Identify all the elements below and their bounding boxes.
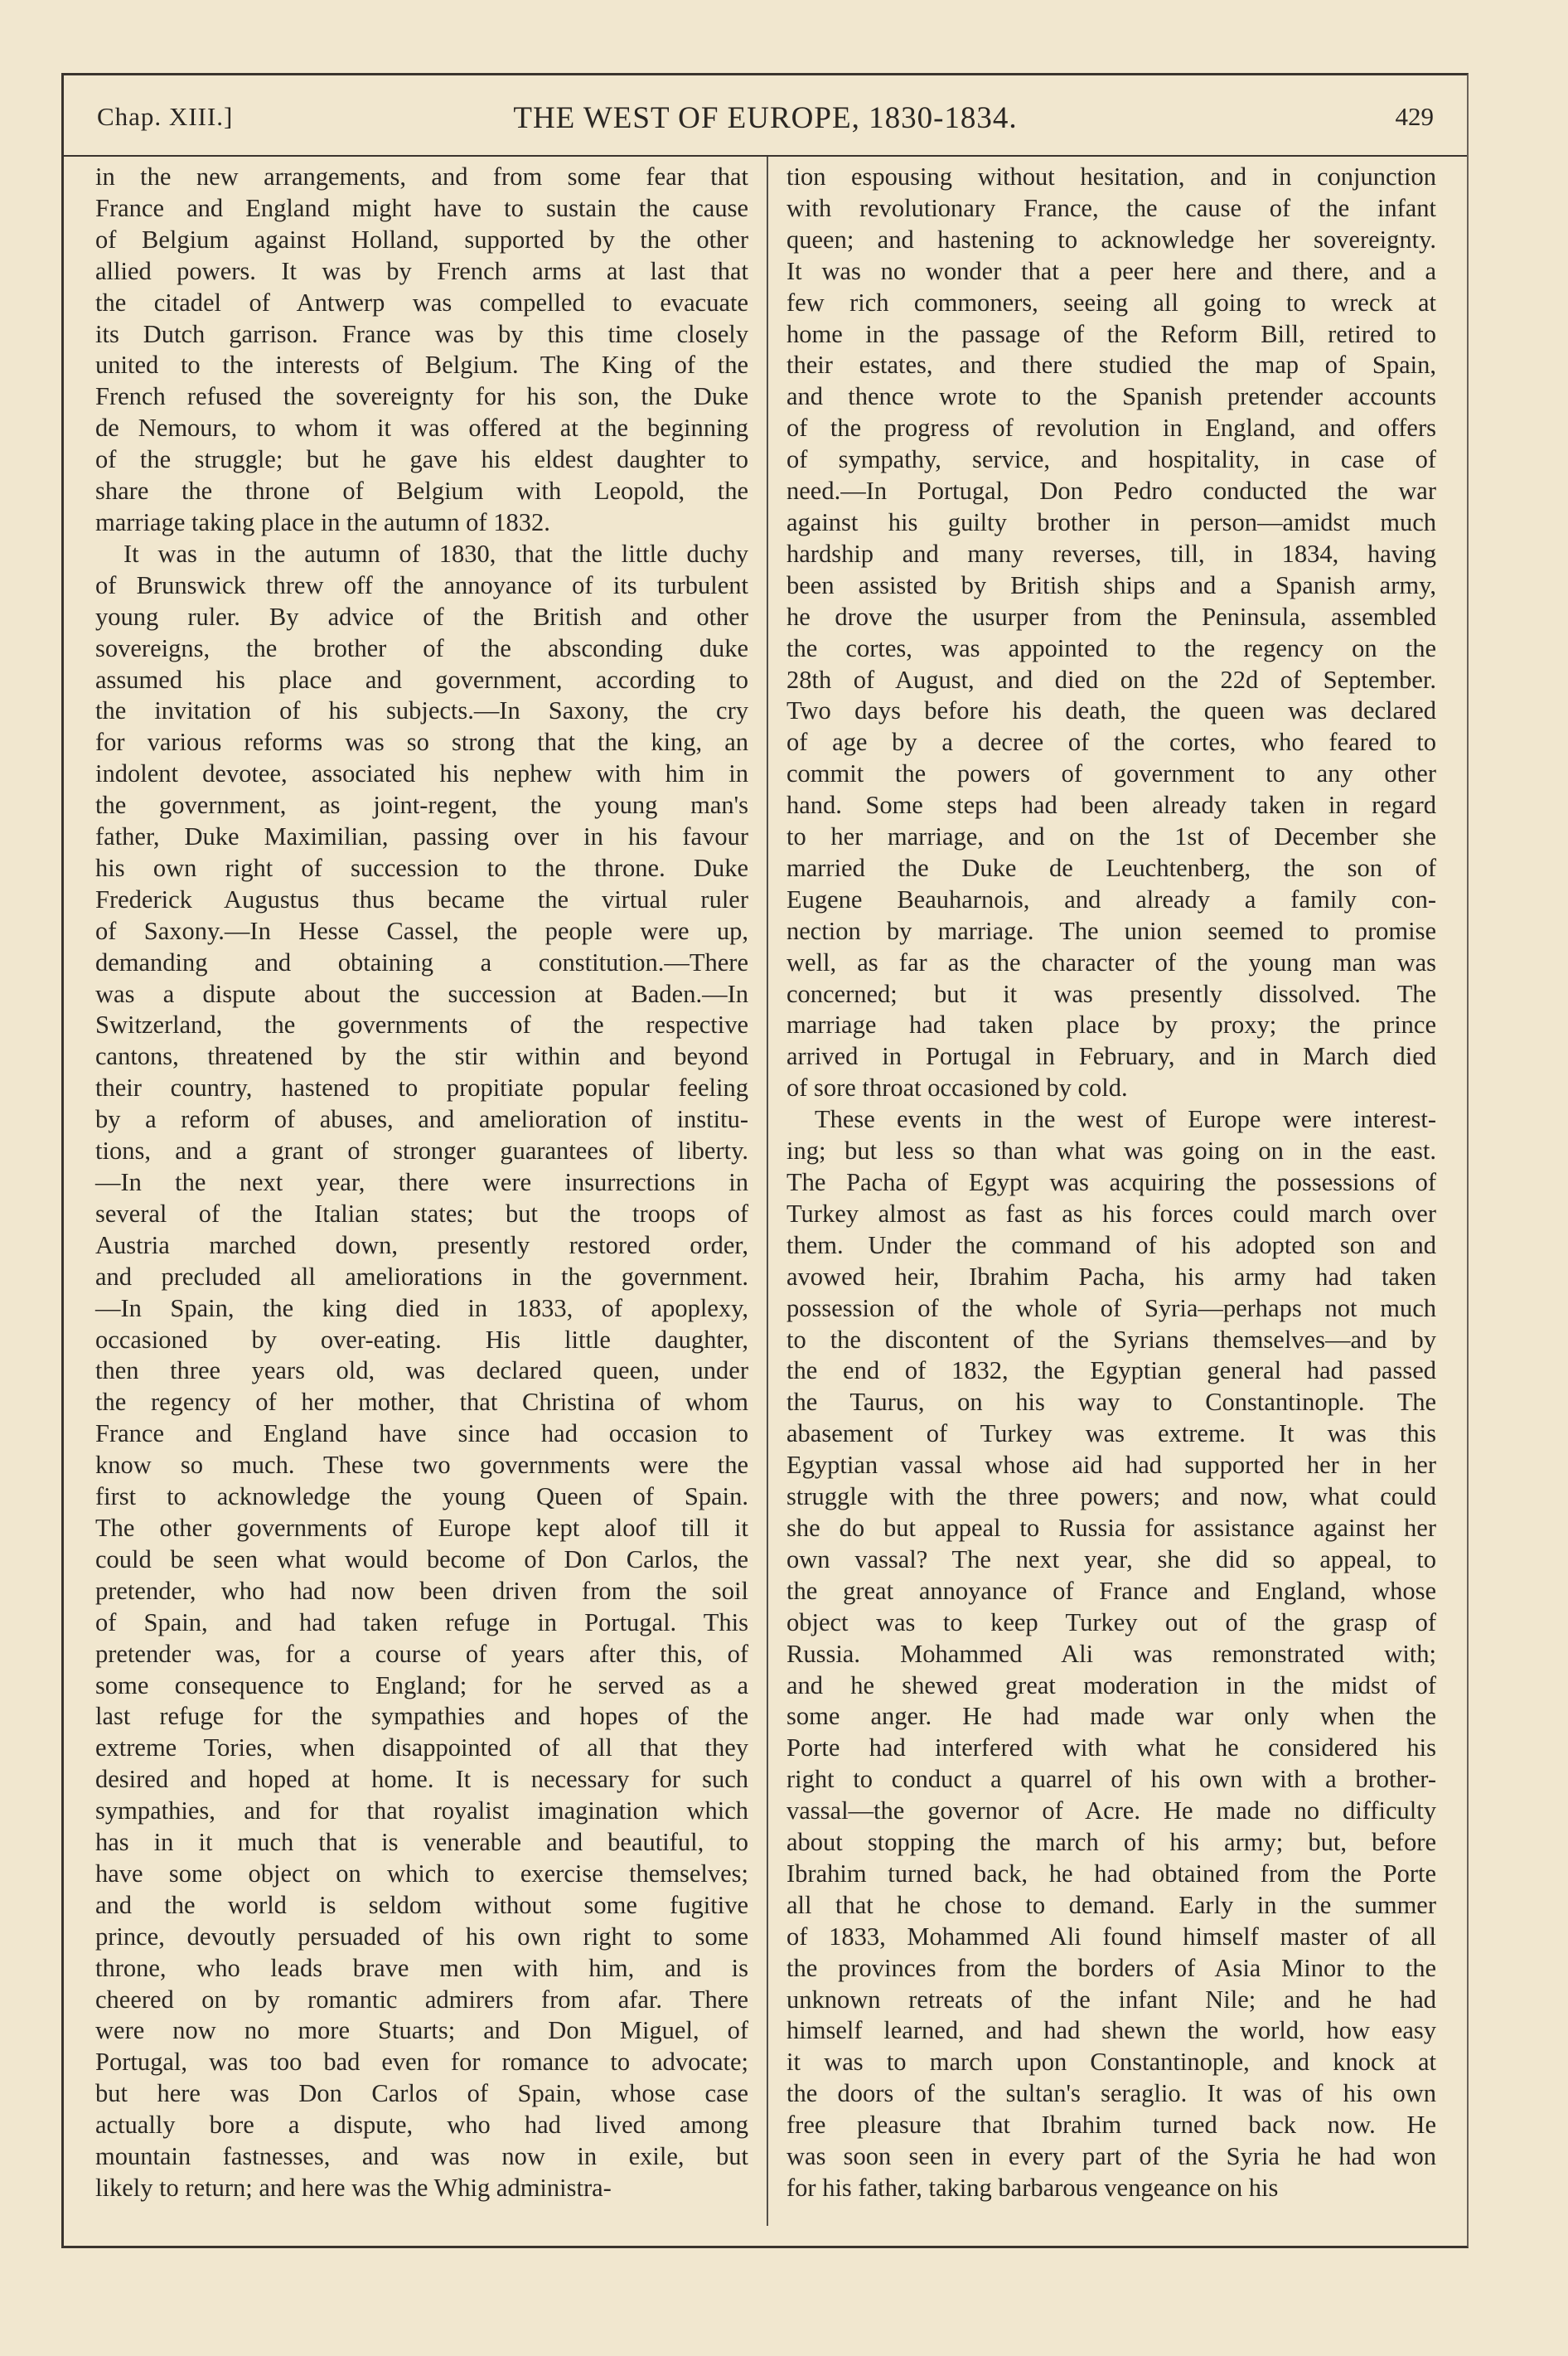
text-line: These events in the west of Europe were interest- bbox=[815, 1105, 1436, 1134]
text-line: them. Under the command of his adopted son and bbox=[786, 1230, 1436, 1259]
text-line: for his father, taking barbarous vengeance on his bbox=[786, 2174, 1279, 2202]
text-line: sovereigns, the brother of the absconding duke bbox=[95, 633, 748, 662]
running-header bbox=[64, 75, 1467, 157]
text-line: and precluded all ameliorations in the government. bbox=[95, 1262, 748, 1291]
paragraph bbox=[786, 162, 1436, 1104]
text-line: abasement of Turkey was extreme. It was this bbox=[786, 1419, 1436, 1448]
text-line: pretender was, for a course of years after this, of bbox=[95, 1639, 748, 1668]
text-line: possession of the whole of Syria—perhaps not much bbox=[786, 1293, 1436, 1322]
text-line: it was to march upon Constantinople, and knock at bbox=[786, 2048, 1436, 2077]
text-line: to the discontent of the Syrians themselves—and by bbox=[786, 1325, 1436, 1354]
text-line: she do but appeal to Russia for assistance against her bbox=[786, 1513, 1436, 1542]
paragraph bbox=[786, 1104, 1436, 2204]
text-line: actually bore a dispute, who had lived among bbox=[95, 2111, 748, 2140]
running-title: THE WEST OF EUROPE, 1830-1834. bbox=[513, 101, 1018, 135]
text-line: right to conduct a quarrel of his own with a brother- bbox=[786, 1765, 1436, 1794]
text-line: he drove the usurper from the Peninsula, assembled bbox=[786, 602, 1436, 631]
text-line: the citadel of Antwerp was compelled to evacuate bbox=[95, 288, 748, 317]
text-line: throne, who leads brave men with him, and is bbox=[95, 1953, 748, 1982]
text-line: have some object on which to exercise themselves; bbox=[95, 1859, 748, 1888]
text-line: of 1833, Mohammed Ali found himself master of all bbox=[786, 1922, 1436, 1951]
text-line: mountain fastnesses, and was now in exile, but bbox=[95, 2142, 748, 2171]
column-divider bbox=[767, 157, 768, 2226]
text-line: all that he chose to demand. Early in the summer bbox=[786, 1890, 1436, 1919]
text-line: about stopping the march of his army; but, before bbox=[786, 1828, 1436, 1857]
text-line: the great annoyance of France and England, whose bbox=[786, 1576, 1436, 1605]
page-number: 429 bbox=[1395, 102, 1434, 131]
text-line: marriage had taken place by proxy; the prince bbox=[786, 1011, 1436, 1040]
text-line: been assisted by British ships and a Spanish army, bbox=[786, 570, 1436, 599]
text-line: married the Duke de Leuchtenberg, the son of bbox=[786, 853, 1436, 882]
text-line: the government, as joint-regent, the young man's bbox=[95, 791, 748, 820]
text-line: assumed his place and government, according to bbox=[95, 665, 748, 694]
text-line: de Nemours, to whom it was offered at the beginning bbox=[95, 414, 748, 443]
text-line: occasioned by over-eating. His little daughter, bbox=[95, 1325, 748, 1354]
text-line: Egyptian vassal whose aid had supported her in her bbox=[786, 1451, 1436, 1480]
right-column bbox=[786, 162, 1436, 2204]
text-line: Ibrahim turned back, he had obtained from the Porte bbox=[786, 1859, 1436, 1888]
text-line: father, Duke Maximilian, passing over in his favour bbox=[95, 822, 748, 851]
text-line: commit the powers of government to any other bbox=[786, 759, 1436, 788]
text-line: struggle with the three powers; and now, what could bbox=[786, 1482, 1436, 1511]
text-line: against his guilty brother in person—amidst much bbox=[786, 507, 1436, 536]
text-line: of Spain, and had taken refuge in Portugal. This bbox=[95, 1607, 748, 1636]
text-line: the regency of her mother, that Christina of whom bbox=[95, 1388, 748, 1417]
text-line: the provinces from the borders of Asia Minor to the bbox=[786, 1953, 1436, 1982]
text-line: the end of 1832, the Egyptian general had passed bbox=[786, 1356, 1436, 1385]
text-line: pretender, who had now been driven from the soil bbox=[95, 1576, 748, 1605]
text-line: share the throne of Belgium with Leopold, the bbox=[95, 477, 748, 506]
text-line: some consequence to England; for he served as a bbox=[95, 1670, 748, 1699]
text-line: the cortes, was appointed to the regency on the bbox=[786, 633, 1436, 662]
chapter-label: Chap. XIII.] bbox=[97, 102, 234, 131]
text-line: but here was Don Carlos of Spain, whose case bbox=[95, 2079, 748, 2108]
text-line: few rich commoners, seeing all going to wreck at bbox=[786, 288, 1436, 317]
text-line: France and England have since had occasion to bbox=[95, 1419, 748, 1448]
text-line: tion espousing without hesitation, and in conjunction bbox=[786, 162, 1436, 191]
text-line: their country, hastened to propitiate popular feeling bbox=[95, 1074, 748, 1103]
text-line: Austria marched down, presently restored order, bbox=[95, 1230, 748, 1259]
text-line: free pleasure that Ibrahim turned back now. He bbox=[786, 2111, 1436, 2140]
text-line: France and England might have to sustain the cause bbox=[95, 193, 748, 222]
text-line: Porte had interfered with what he considered his bbox=[786, 1733, 1436, 1762]
text-line: The other governments of Europe kept aloof till it bbox=[95, 1513, 748, 1542]
text-line: first to acknowledge the young Queen of Spain. bbox=[95, 1482, 748, 1511]
text-line: last refuge for the sympathies and hopes of the bbox=[95, 1702, 748, 1731]
text-line: prince, devoutly persuaded of his own right to some bbox=[95, 1922, 748, 1951]
text-line: Switzerland, the governments of the respective bbox=[95, 1011, 748, 1040]
text-line: and thence wrote to the Spanish pretender accounts bbox=[786, 382, 1436, 411]
text-line: was a dispute about the succession at Baden.—In bbox=[95, 979, 748, 1008]
text-line: nection by marriage. The union seemed to promise bbox=[786, 916, 1436, 945]
text-line: Russia. Mohammed Ali was remonstrated with; bbox=[786, 1639, 1436, 1668]
text-line: demanding and obtaining a constitution.—There bbox=[95, 948, 748, 977]
text-line: sympathies, and for that royalist imagination which bbox=[95, 1796, 748, 1825]
text-line: of the struggle; but he gave his eldest daughter to bbox=[95, 445, 748, 474]
text-line: extreme Tories, when disappointed of all that they bbox=[95, 1733, 748, 1762]
text-line: It was in the autumn of 1830, that the little duchy bbox=[123, 539, 748, 568]
text-line: Frederick Augustus thus became the virtual ruler bbox=[95, 885, 748, 914]
text-line: indolent devotee, associated his nephew with him in bbox=[95, 759, 748, 788]
paragraph bbox=[95, 539, 748, 2204]
text-line: —In Spain, the king died in 1833, of apoplexy, bbox=[95, 1293, 748, 1322]
text-line: of age by a decree of the cortes, who feared to bbox=[786, 728, 1436, 757]
text-line: of Saxony.—In Hesse Cassel, the people were up, bbox=[95, 916, 748, 945]
text-line: himself learned, and had shewn the world, how easy bbox=[786, 2016, 1436, 2045]
text-line: know so much. These two governments were the bbox=[95, 1451, 748, 1480]
text-line: vassal—the governor of Acre. He made no difficulty bbox=[786, 1796, 1436, 1825]
text-line: hand. Some steps had been already taken in regard bbox=[786, 791, 1436, 820]
text-line: Two days before his death, the queen was declared bbox=[786, 696, 1436, 725]
text-line: cheered on by romantic admirers from afar. There bbox=[95, 1985, 748, 2014]
text-line: could be seen what would become of Don Carlos, the bbox=[95, 1544, 748, 1573]
text-line: the doors of the sultan's seraglio. It was of his own bbox=[786, 2079, 1436, 2108]
text-line: some anger. He had made war only when the bbox=[786, 1702, 1436, 1731]
text-line: young ruler. By advice of the British and other bbox=[95, 602, 748, 631]
text-line: the invitation of his subjects.—In Saxony, the cry bbox=[95, 696, 748, 725]
text-line: its Dutch garrison. France was by this time closely bbox=[95, 319, 748, 348]
text-line: own vassal? The next year, she did so appeal, to bbox=[786, 1544, 1436, 1573]
text-line: united to the interests of Belgium. The King of the bbox=[95, 351, 748, 380]
text-line: by a reform of abuses, and amelioration of institu- bbox=[95, 1105, 748, 1134]
text-line: avowed heir, Ibrahim Pacha, his army had taken bbox=[786, 1262, 1436, 1291]
text-line: arrived in Portugal in February, and in March died bbox=[786, 1042, 1436, 1071]
text-line: 28th of August, and died on the 22d of September. bbox=[786, 665, 1436, 694]
text-line: tions, and a grant of stronger guarantees of liberty. bbox=[95, 1137, 748, 1166]
text-line: concerned; but it was presently dissolved. The bbox=[786, 979, 1436, 1008]
text-line: and the world is seldom without some fugitive bbox=[95, 1890, 748, 1919]
text-line: with revolutionary France, the cause of the infant bbox=[786, 193, 1436, 222]
text-line: home in the passage of the Reform Bill, retired to bbox=[786, 319, 1436, 348]
text-line: queen; and hastening to acknowledge her sovereignty. bbox=[786, 225, 1436, 254]
text-line: cantons, threatened by the stir within and beyond bbox=[95, 1042, 748, 1071]
text-line: It was no wonder that a peer here and there, and a bbox=[786, 256, 1436, 285]
text-line: Eugene Beauharnois, and already a family con- bbox=[786, 885, 1436, 914]
text-line: Turkey almost as fast as his forces could march over bbox=[786, 1199, 1436, 1228]
text-line: of sympathy, service, and hospitality, in case of bbox=[786, 445, 1436, 474]
paragraph bbox=[95, 162, 748, 539]
text-line: of Brunswick threw off the annoyance of its turbulent bbox=[95, 570, 748, 599]
text-line: need.—In Portugal, Don Pedro conducted the war bbox=[786, 477, 1436, 506]
text-line: then three years old, was declared queen, under bbox=[95, 1356, 748, 1385]
text-line: ing; but less so than what was going on in the east. bbox=[786, 1137, 1436, 1166]
text-line: unknown retreats of the infant Nile; and he had bbox=[786, 1985, 1436, 2014]
text-line: of Belgium against Holland, supported by the other bbox=[95, 225, 748, 254]
text-line: and he shewed great moderation in the midst of bbox=[786, 1670, 1436, 1699]
text-line: French refused the sovereignty for his son, the Duke bbox=[95, 382, 748, 411]
text-line: Portugal, was too bad even for romance to advocate; bbox=[95, 2048, 748, 2077]
text-line: likely to return; and here was the Whig administra- bbox=[95, 2174, 612, 2202]
text-line: marriage taking place in the autumn of 1832. bbox=[95, 507, 550, 536]
left-column bbox=[95, 162, 748, 2204]
text-line: of the progress of revolution in England, and offers bbox=[786, 414, 1436, 443]
text-line: their estates, and there studied the map of Spain, bbox=[786, 351, 1436, 380]
text-line: —In the next year, there were insurrections in bbox=[95, 1168, 748, 1196]
text-line: object was to keep Turkey out of the grasp of bbox=[786, 1607, 1436, 1636]
text-line: hardship and many reverses, till, in 1834, having bbox=[786, 539, 1436, 568]
text-line: well, as far as the character of the young man was bbox=[786, 948, 1436, 977]
text-line: was soon seen in every part of the Syria he had won bbox=[786, 2142, 1436, 2171]
text-line: his own right of succession to the throne. Duke bbox=[95, 853, 748, 882]
text-line: were now no more Stuarts; and Don Miguel, of bbox=[95, 2016, 748, 2045]
text-line: several of the Italian states; but the troops of bbox=[95, 1199, 748, 1228]
text-line: for various reforms was so strong that the king, an bbox=[95, 728, 748, 757]
text-line: of sore throat occasioned by cold. bbox=[786, 1074, 1128, 1103]
text-line: in the new arrangements, and from some fear that bbox=[95, 162, 748, 191]
text-line: allied powers. It was by French arms at last that bbox=[95, 256, 748, 285]
text-line: desired and hoped at home. It is necessary for such bbox=[95, 1765, 748, 1794]
page-frame bbox=[61, 73, 1469, 2248]
text-line: to her marriage, and on the 1st of December she bbox=[786, 822, 1436, 851]
text-line: The Pacha of Egypt was acquiring the possessions of bbox=[786, 1168, 1436, 1196]
text-line: the Taurus, on his way to Constantinople. The bbox=[786, 1388, 1436, 1417]
text-line: has in it much that is venerable and beautiful, to bbox=[95, 1828, 748, 1857]
